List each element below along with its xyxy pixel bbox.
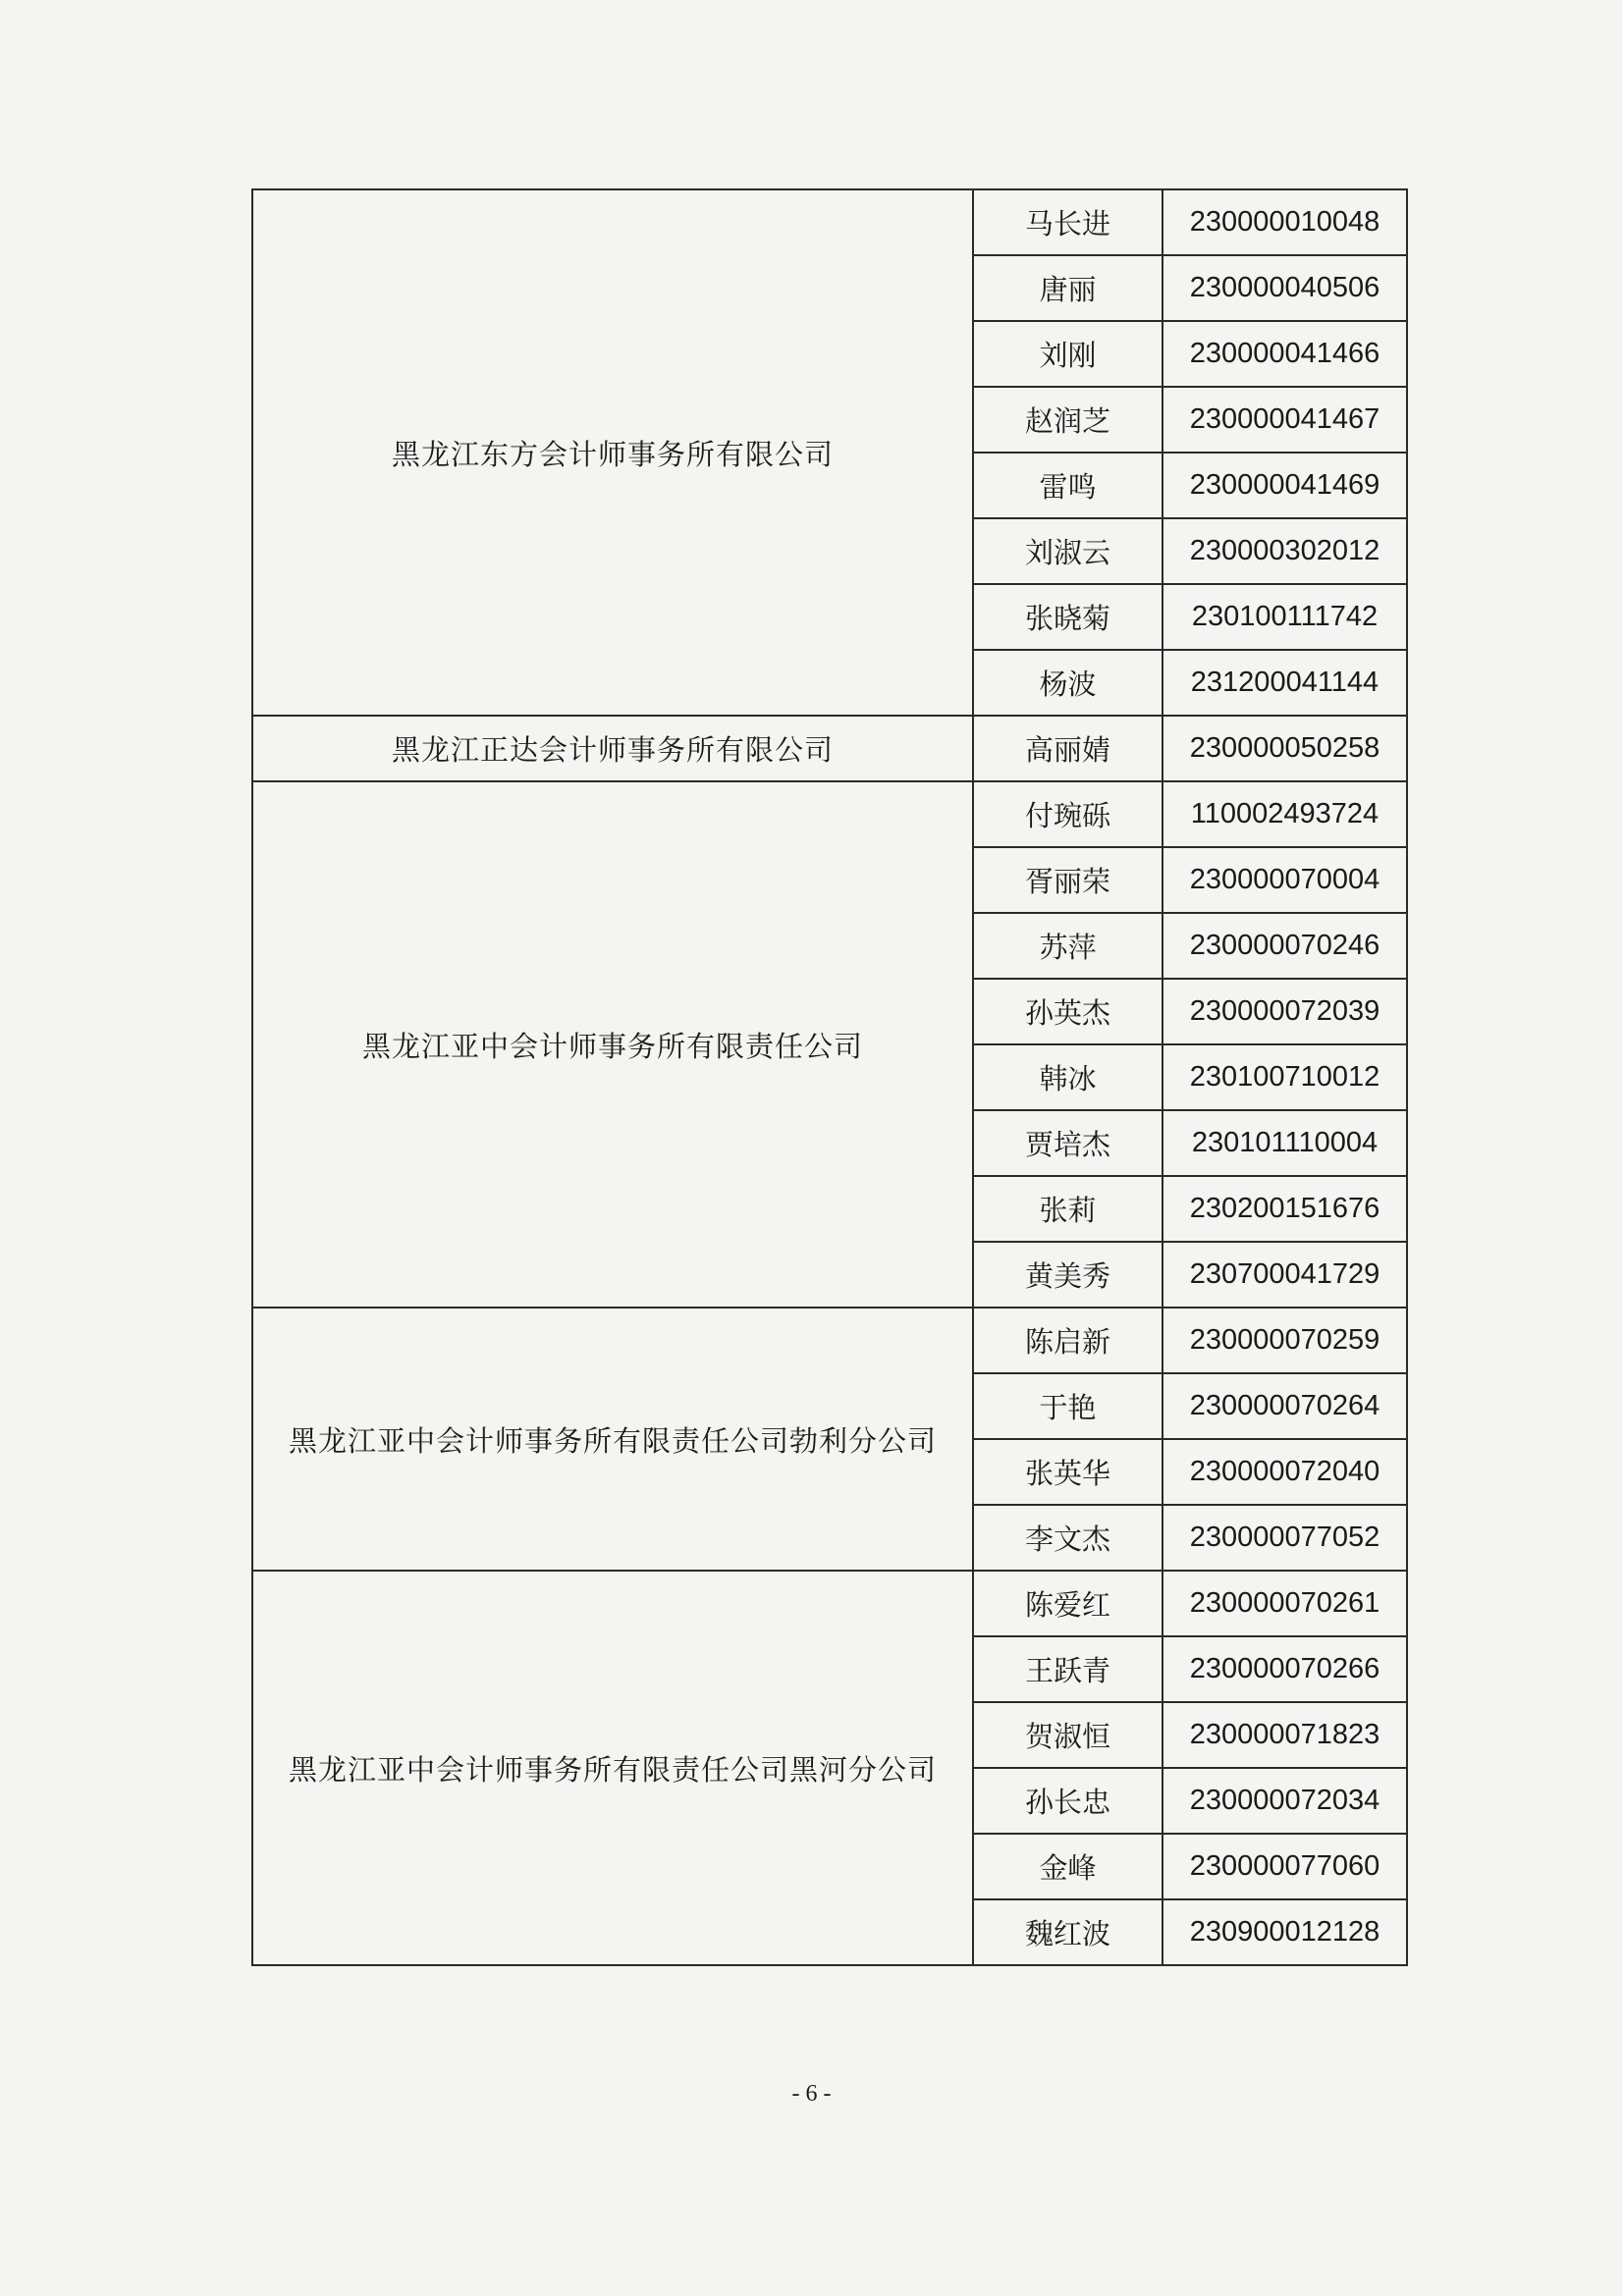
member-name-cell: 杨波: [973, 650, 1163, 716]
certificate-number-cell: 230000070259: [1163, 1308, 1407, 1373]
member-name-cell: 陈爱红: [973, 1571, 1163, 1636]
member-name-cell: 张晓菊: [973, 584, 1163, 650]
table-row: [252, 1308, 1407, 1373]
member-name-cell: 王跃青: [973, 1636, 1163, 1702]
certificate-number-cell: 230000041466: [1163, 321, 1407, 387]
page-number: - 6 -: [791, 2081, 832, 2107]
member-name-cell: 胥丽荣: [973, 847, 1163, 913]
certificate-number-cell: 230200151676: [1163, 1176, 1407, 1242]
certificate-number-cell: 230000072039: [1163, 979, 1407, 1044]
member-name-cell: 雷鸣: [973, 453, 1163, 518]
certificate-number-cell: 230100710012: [1163, 1044, 1407, 1110]
certificate-number-cell: 110002493724: [1163, 781, 1407, 847]
firm-name-cell: 黑龙江亚中会计师事务所有限责任公司黑河分公司: [252, 1571, 973, 1965]
certificate-number-cell: 230000071823: [1163, 1702, 1407, 1768]
firm-name-cell: 黑龙江亚中会计师事务所有限责任公司勃利分公司: [252, 1308, 973, 1571]
certificate-number-cell: 230000077060: [1163, 1834, 1407, 1899]
member-name-cell: 金峰: [973, 1834, 1163, 1899]
member-name-cell: 魏红波: [973, 1899, 1163, 1965]
member-name-cell: 唐丽: [973, 255, 1163, 321]
certificate-number-cell: 230101110004: [1163, 1110, 1407, 1176]
certificate-number-cell: 230000072040: [1163, 1439, 1407, 1505]
member-name-cell: 张莉: [973, 1176, 1163, 1242]
member-name-cell: 于艳: [973, 1373, 1163, 1439]
certificate-number-cell: 230000070264: [1163, 1373, 1407, 1439]
member-name-cell: 贾培杰: [973, 1110, 1163, 1176]
member-name-cell: 付琬砾: [973, 781, 1163, 847]
certificate-number-cell: 230000302012: [1163, 518, 1407, 584]
table-row: [252, 781, 1407, 847]
member-name-cell: 贺淑恒: [973, 1702, 1163, 1768]
member-name-cell: 刘淑云: [973, 518, 1163, 584]
table-row: [252, 189, 1407, 255]
certificate-number-cell: 230000041469: [1163, 453, 1407, 518]
certificate-number-cell: 230700041729: [1163, 1242, 1407, 1308]
accountant-roster-table: [251, 188, 1408, 1966]
member-name-cell: 黄美秀: [973, 1242, 1163, 1308]
firm-name-cell: 黑龙江亚中会计师事务所有限责任公司: [252, 781, 973, 1308]
member-name-cell: 刘刚: [973, 321, 1163, 387]
member-name-cell: 李文杰: [973, 1505, 1163, 1571]
certificate-number-cell: 230000070266: [1163, 1636, 1407, 1702]
certificate-number-cell: 230000010048: [1163, 189, 1407, 255]
certificate-number-cell: 230000050258: [1163, 716, 1407, 781]
certificate-number-cell: 230000070004: [1163, 847, 1407, 913]
member-name-cell: 张英华: [973, 1439, 1163, 1505]
certificate-number-cell: 230000070246: [1163, 913, 1407, 979]
certificate-number-cell: 230000072034: [1163, 1768, 1407, 1834]
certificate-number-cell: 230900012128: [1163, 1899, 1407, 1965]
member-name-cell: 马长进: [973, 189, 1163, 255]
certificate-number-cell: 231200041144: [1163, 650, 1407, 716]
member-name-cell: 韩冰: [973, 1044, 1163, 1110]
certificate-number-cell: 230000070261: [1163, 1571, 1407, 1636]
firm-name-cell: 黑龙江正达会计师事务所有限公司: [252, 716, 973, 781]
table-row: [252, 716, 1407, 781]
member-name-cell: 赵润芝: [973, 387, 1163, 453]
certificate-number-cell: 230000041467: [1163, 387, 1407, 453]
member-name-cell: 苏萍: [973, 913, 1163, 979]
member-name-cell: 陈启新: [973, 1308, 1163, 1373]
member-name-cell: 高丽婧: [973, 716, 1163, 781]
member-name-cell: 孙长忠: [973, 1768, 1163, 1834]
firm-name-cell: 黑龙江东方会计师事务所有限公司: [252, 189, 973, 716]
certificate-number-cell: 230000077052: [1163, 1505, 1407, 1571]
certificate-number-cell: 230100111742: [1163, 584, 1407, 650]
member-name-cell: 孙英杰: [973, 979, 1163, 1044]
roster-table-body: [252, 189, 1407, 1965]
certificate-number-cell: 230000040506: [1163, 255, 1407, 321]
table-row: [252, 1571, 1407, 1636]
